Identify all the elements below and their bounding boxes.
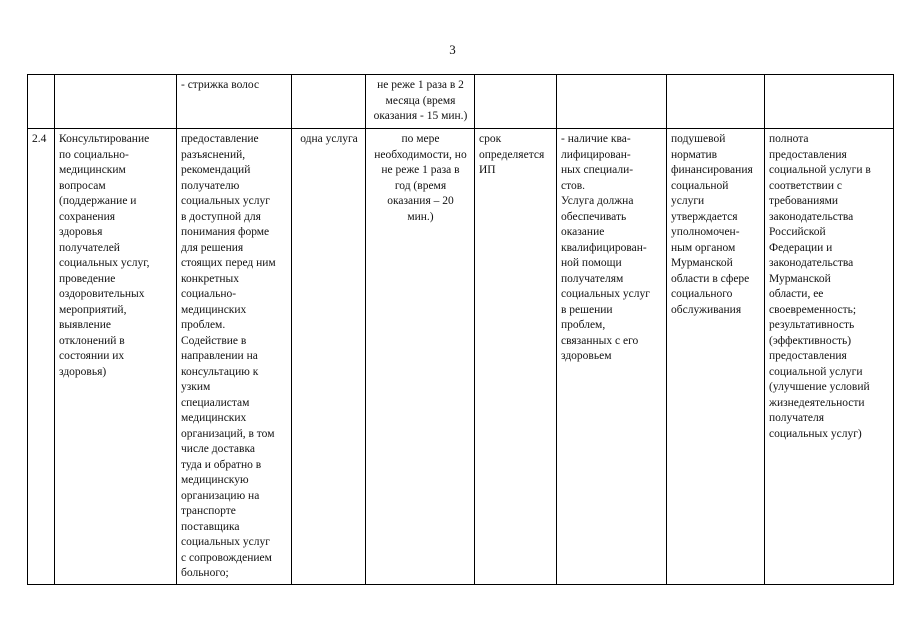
table-row: [28, 75, 894, 129]
cell-service-name: [55, 75, 177, 129]
cell-financing: подушевой норматив финансирования социальной услуги утверждается уполномочен- ным органом Мурманской области в сфере социального обслуживания: [667, 129, 765, 585]
cell-volume: одна услуга: [292, 129, 366, 585]
cell-service-description: предоставление разъяснений, рекомендаций получателю социальных услуг в доступной для понимания форме для решения стоящих перед ним конкретных социально- медицинских проблем. Содействие в направлении на консультацию к узким специалистам медицинских организаций, в том числе доставка туда и обратно в медицинскую организацию на транспорте поставщика социальных услуг с сопровождением больного;: [177, 129, 292, 585]
cell-frequency: по мере необходимости, но не реже 1 раза в год (время оказания – 20 мин.): [366, 129, 475, 585]
cell-term: [475, 75, 557, 129]
cell-financing: [667, 75, 765, 129]
cell-number: 2.4: [28, 129, 55, 585]
services-table: [27, 74, 894, 585]
cell-conditions: - наличие ква- лифицирован- ных специали- стов. Услуга должна обеспечивать оказание квалифицирован- ной помощи получателям социальных услуг в решении проблем, связанных с его здоровьем: [557, 129, 667, 585]
cell-service-name: Консультирование по социально- медицинским вопросам (поддержание и сохранения здоровья получателей социальных услуг, проведение оздоровительных мероприятий, выявление отклонений в состоянии их здоровья): [55, 129, 177, 585]
cell-frequency: не реже 1 раза в 2 месяца (время оказания - 15 мин.): [366, 75, 475, 129]
cell-conditions: [557, 75, 667, 129]
table-row: [28, 129, 894, 585]
cell-quality: полнота предоставления социальной услуги в соответствии с требованиями законодательства Российской Федерации и законодательства Мурманской области, ее своевременность; результативность (эффективность) предоставления социальной услуги (улучшение условий жизнедеятельности получателя социальных услуг): [765, 129, 894, 585]
cell-volume: [292, 75, 366, 129]
cell-quality: [765, 75, 894, 129]
cell-number: [28, 75, 55, 129]
cell-term: срок определяется ИП: [475, 129, 557, 585]
cell-service-description: - стрижка волос: [177, 75, 292, 129]
page-number: 3: [449, 42, 456, 57]
